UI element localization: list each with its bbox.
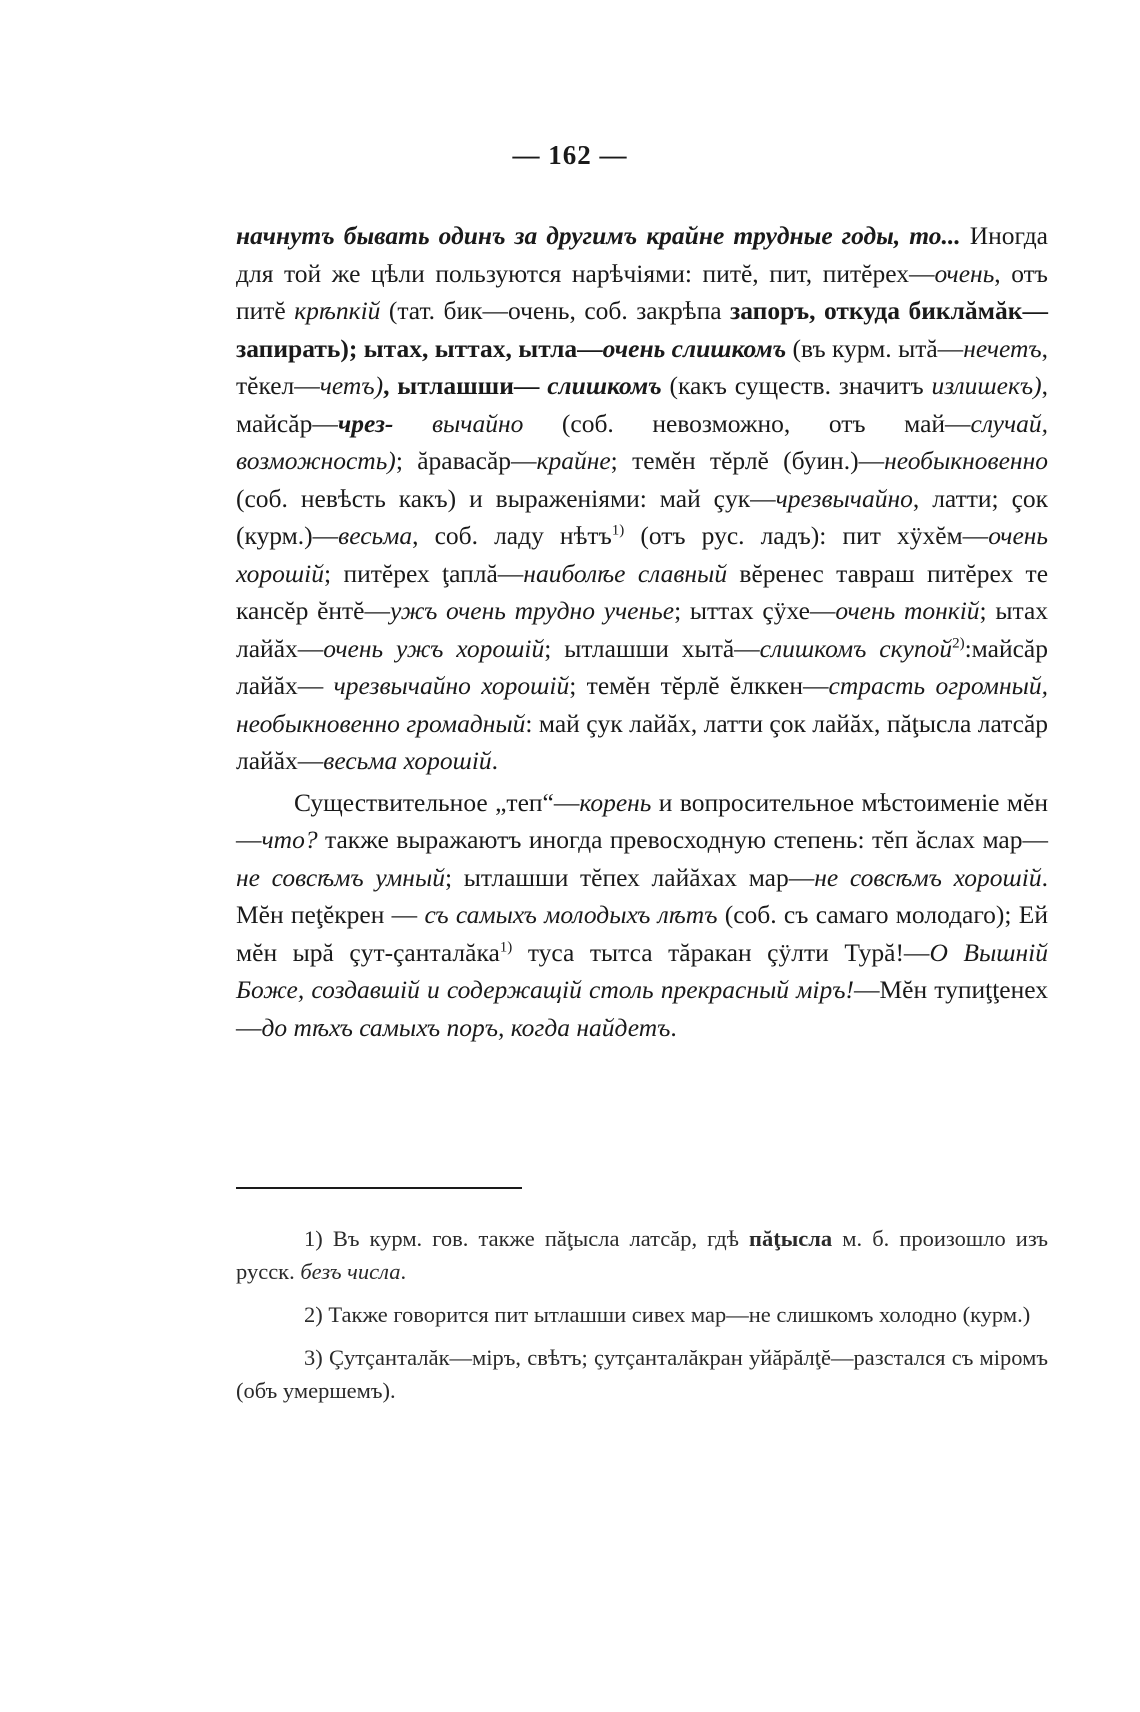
text-span: 1) Въ курм. гов. также пăţысла латсăр, гдѣ bbox=[304, 1226, 750, 1251]
text-span: очень хорошій bbox=[236, 521, 1049, 588]
footnote-divider bbox=[236, 1187, 522, 1189]
text-span: съ самыхъ молодыхъ лѣтъ bbox=[424, 900, 718, 929]
text-span: ; ытах лайăх— bbox=[236, 596, 1049, 663]
text-span: очень bbox=[602, 333, 666, 363]
text-span: (тат. бик—очень, соб. закрѣпа bbox=[380, 296, 722, 325]
paragraph-2 bbox=[236, 784, 1048, 1047]
text-span: пăţысла bbox=[749, 1226, 833, 1251]
text-span: безъ числа bbox=[300, 1259, 401, 1284]
text-span: , майсăр— bbox=[236, 371, 1049, 438]
text-span: невѣсть какъ) и выраженіями: май çук— bbox=[300, 483, 776, 513]
text-span: , ытлашши— bbox=[383, 371, 540, 400]
paragraph-1 bbox=[236, 217, 1048, 780]
text-span: необыкновенно bbox=[884, 446, 1048, 475]
footnote-2 bbox=[236, 1298, 1048, 1331]
footnote-ref: 2) bbox=[952, 635, 965, 651]
text-span: , отъ питĕ bbox=[236, 258, 1048, 325]
text-span: (какъ существ. значитъ bbox=[661, 371, 932, 400]
text-span: что? bbox=[261, 825, 318, 854]
text-span: ; ытлашши тĕпех лайăхах мар— bbox=[444, 862, 815, 892]
text-span: ; темĕн тĕрлĕ (буин.)— bbox=[610, 446, 885, 475]
text-span: , тĕкел— bbox=[236, 333, 1048, 400]
text-span: наиболѣе славный bbox=[523, 558, 728, 588]
text-span: до тѣхъ самыхъ поръ, когда найдетъ bbox=[261, 1012, 671, 1042]
text-span: пăţысла латсăр лайăх— bbox=[236, 708, 1049, 775]
text-span: очень ужъ bbox=[323, 633, 444, 663]
text-span: крѣпкій bbox=[294, 296, 381, 325]
text-span: также выражаютъ иногда превосходную степень: тĕп ăслах мар— bbox=[317, 825, 1048, 854]
footnote-3 bbox=[236, 1341, 1048, 1407]
footnote-ref: 1) bbox=[499, 939, 513, 955]
text-span: —Мĕн тупиţţенех— bbox=[236, 975, 1048, 1042]
text-span: (соб. съ самаго молодаго); Ей мĕн ырă çут-çанталăка bbox=[236, 900, 1049, 967]
text-span: , латти; bbox=[912, 483, 999, 513]
text-span: вычайно bbox=[431, 408, 524, 438]
text-span: (отъ рус. ладъ): пит bbox=[624, 521, 881, 550]
text-span: случай, возможность) bbox=[236, 408, 1049, 475]
text-span: страсть огромный, bbox=[828, 671, 1049, 700]
text-span: чрезвычайно bbox=[775, 483, 913, 513]
text-span: излишекъ) bbox=[931, 371, 1042, 400]
text-span: ученье bbox=[603, 596, 675, 625]
main-text bbox=[236, 217, 1048, 1046]
text-span: и вопросительное мѣстоименіе мĕн— bbox=[236, 787, 1048, 854]
text-span: м. б. произошло изъ русск. bbox=[236, 1226, 1048, 1284]
text-span: крайне bbox=[536, 446, 611, 475]
footnote-1 bbox=[236, 1222, 1048, 1288]
text-span: ; ыттах çÿхе— bbox=[674, 596, 836, 625]
text-span: слишкомъ bbox=[547, 371, 662, 400]
text-span: нечетъ bbox=[963, 333, 1042, 363]
text-span: запоръ, откуда биклăмăк—запирать); ытах, ыттах, ытла— bbox=[236, 296, 1048, 363]
text-span: ; ытлашши хытă— bbox=[544, 633, 760, 663]
text-span: ужъ очень трудно bbox=[390, 596, 595, 625]
text-span: чрез- bbox=[337, 408, 394, 438]
text-span: Существительное „теп“— bbox=[294, 787, 580, 817]
text-span: ; bbox=[395, 446, 403, 475]
text-span: . bbox=[400, 1259, 407, 1284]
text-span: слишкомъ bbox=[671, 333, 787, 363]
text-span: ăравасăр— bbox=[417, 446, 537, 475]
footnote-ref: 1) bbox=[611, 522, 625, 539]
text-span: чрезвычайно хорошій bbox=[333, 671, 570, 700]
text-span: очень тонкій bbox=[835, 596, 980, 625]
text-span: çок (курм.)— bbox=[236, 483, 1049, 550]
text-span: . bbox=[491, 746, 499, 775]
footnotes bbox=[236, 1222, 1048, 1417]
text-span: . Мĕн пеţĕкрен — bbox=[236, 862, 1048, 929]
page-number: — 162 — bbox=[512, 140, 628, 170]
text-span: весьма хорошій bbox=[323, 746, 492, 775]
text-span: необыкновенно громадный bbox=[236, 708, 526, 738]
text-span: вĕренес тавраш питĕрех те кансĕр ĕнтĕ— bbox=[236, 558, 1049, 625]
text-span: не совсѣмъ хорошій bbox=[814, 862, 1042, 892]
text-span: 2) Также говорится пит ытлашши сивех мар—не слишкомъ холодно (курм.) bbox=[304, 1302, 1031, 1327]
text-span: , соб. ладу нѣтъ bbox=[412, 521, 612, 550]
text-span: : май çук лайăх, латти çок лайăх, bbox=[525, 708, 881, 738]
text-span: хÿхĕм— bbox=[896, 521, 989, 550]
text-span: О Вышній Боже, создавшій и содержащій столь прекрасный міръ! bbox=[236, 937, 1048, 1004]
text-span: :майсăр лайăх— bbox=[236, 633, 1048, 700]
text-span: ; питĕрех ţаплă— bbox=[324, 558, 524, 588]
text-span: слишкомъ скупой bbox=[759, 633, 953, 663]
text-span: корень bbox=[579, 787, 652, 817]
text-span: (въ курм. ытă— bbox=[786, 333, 964, 363]
text-span: туса тытса тăракан çÿлти Турă!— bbox=[512, 937, 930, 967]
text-span: очень bbox=[934, 258, 995, 288]
text-span: начнутъ бывать одинъ за другимъ крайне трудные годы, то... bbox=[236, 221, 961, 250]
text-span: Иногда для той же цѣли пользуются нарѣчіями: питĕ, пит, bbox=[236, 221, 1048, 288]
text-span: не совсѣмъ умный bbox=[236, 862, 445, 892]
text-span: весьма bbox=[338, 521, 413, 550]
text-span: хорошій bbox=[456, 633, 545, 663]
text-span: ; темĕн тĕрлĕ ĕлккен— bbox=[569, 671, 829, 700]
text-span: четъ) bbox=[319, 371, 384, 400]
text-span: питĕрех— bbox=[822, 258, 935, 288]
text-span: (соб. невозможно, отъ май— bbox=[523, 408, 971, 438]
text-span: (соб. bbox=[236, 483, 288, 513]
text-span: . bbox=[670, 1012, 677, 1042]
text-span: 3) Çутçанталăк—міръ, свѣтъ; çутçанталăкран уйăрăлţĕ—разстался съ міромъ (объ умершемъ). bbox=[236, 1345, 1048, 1403]
